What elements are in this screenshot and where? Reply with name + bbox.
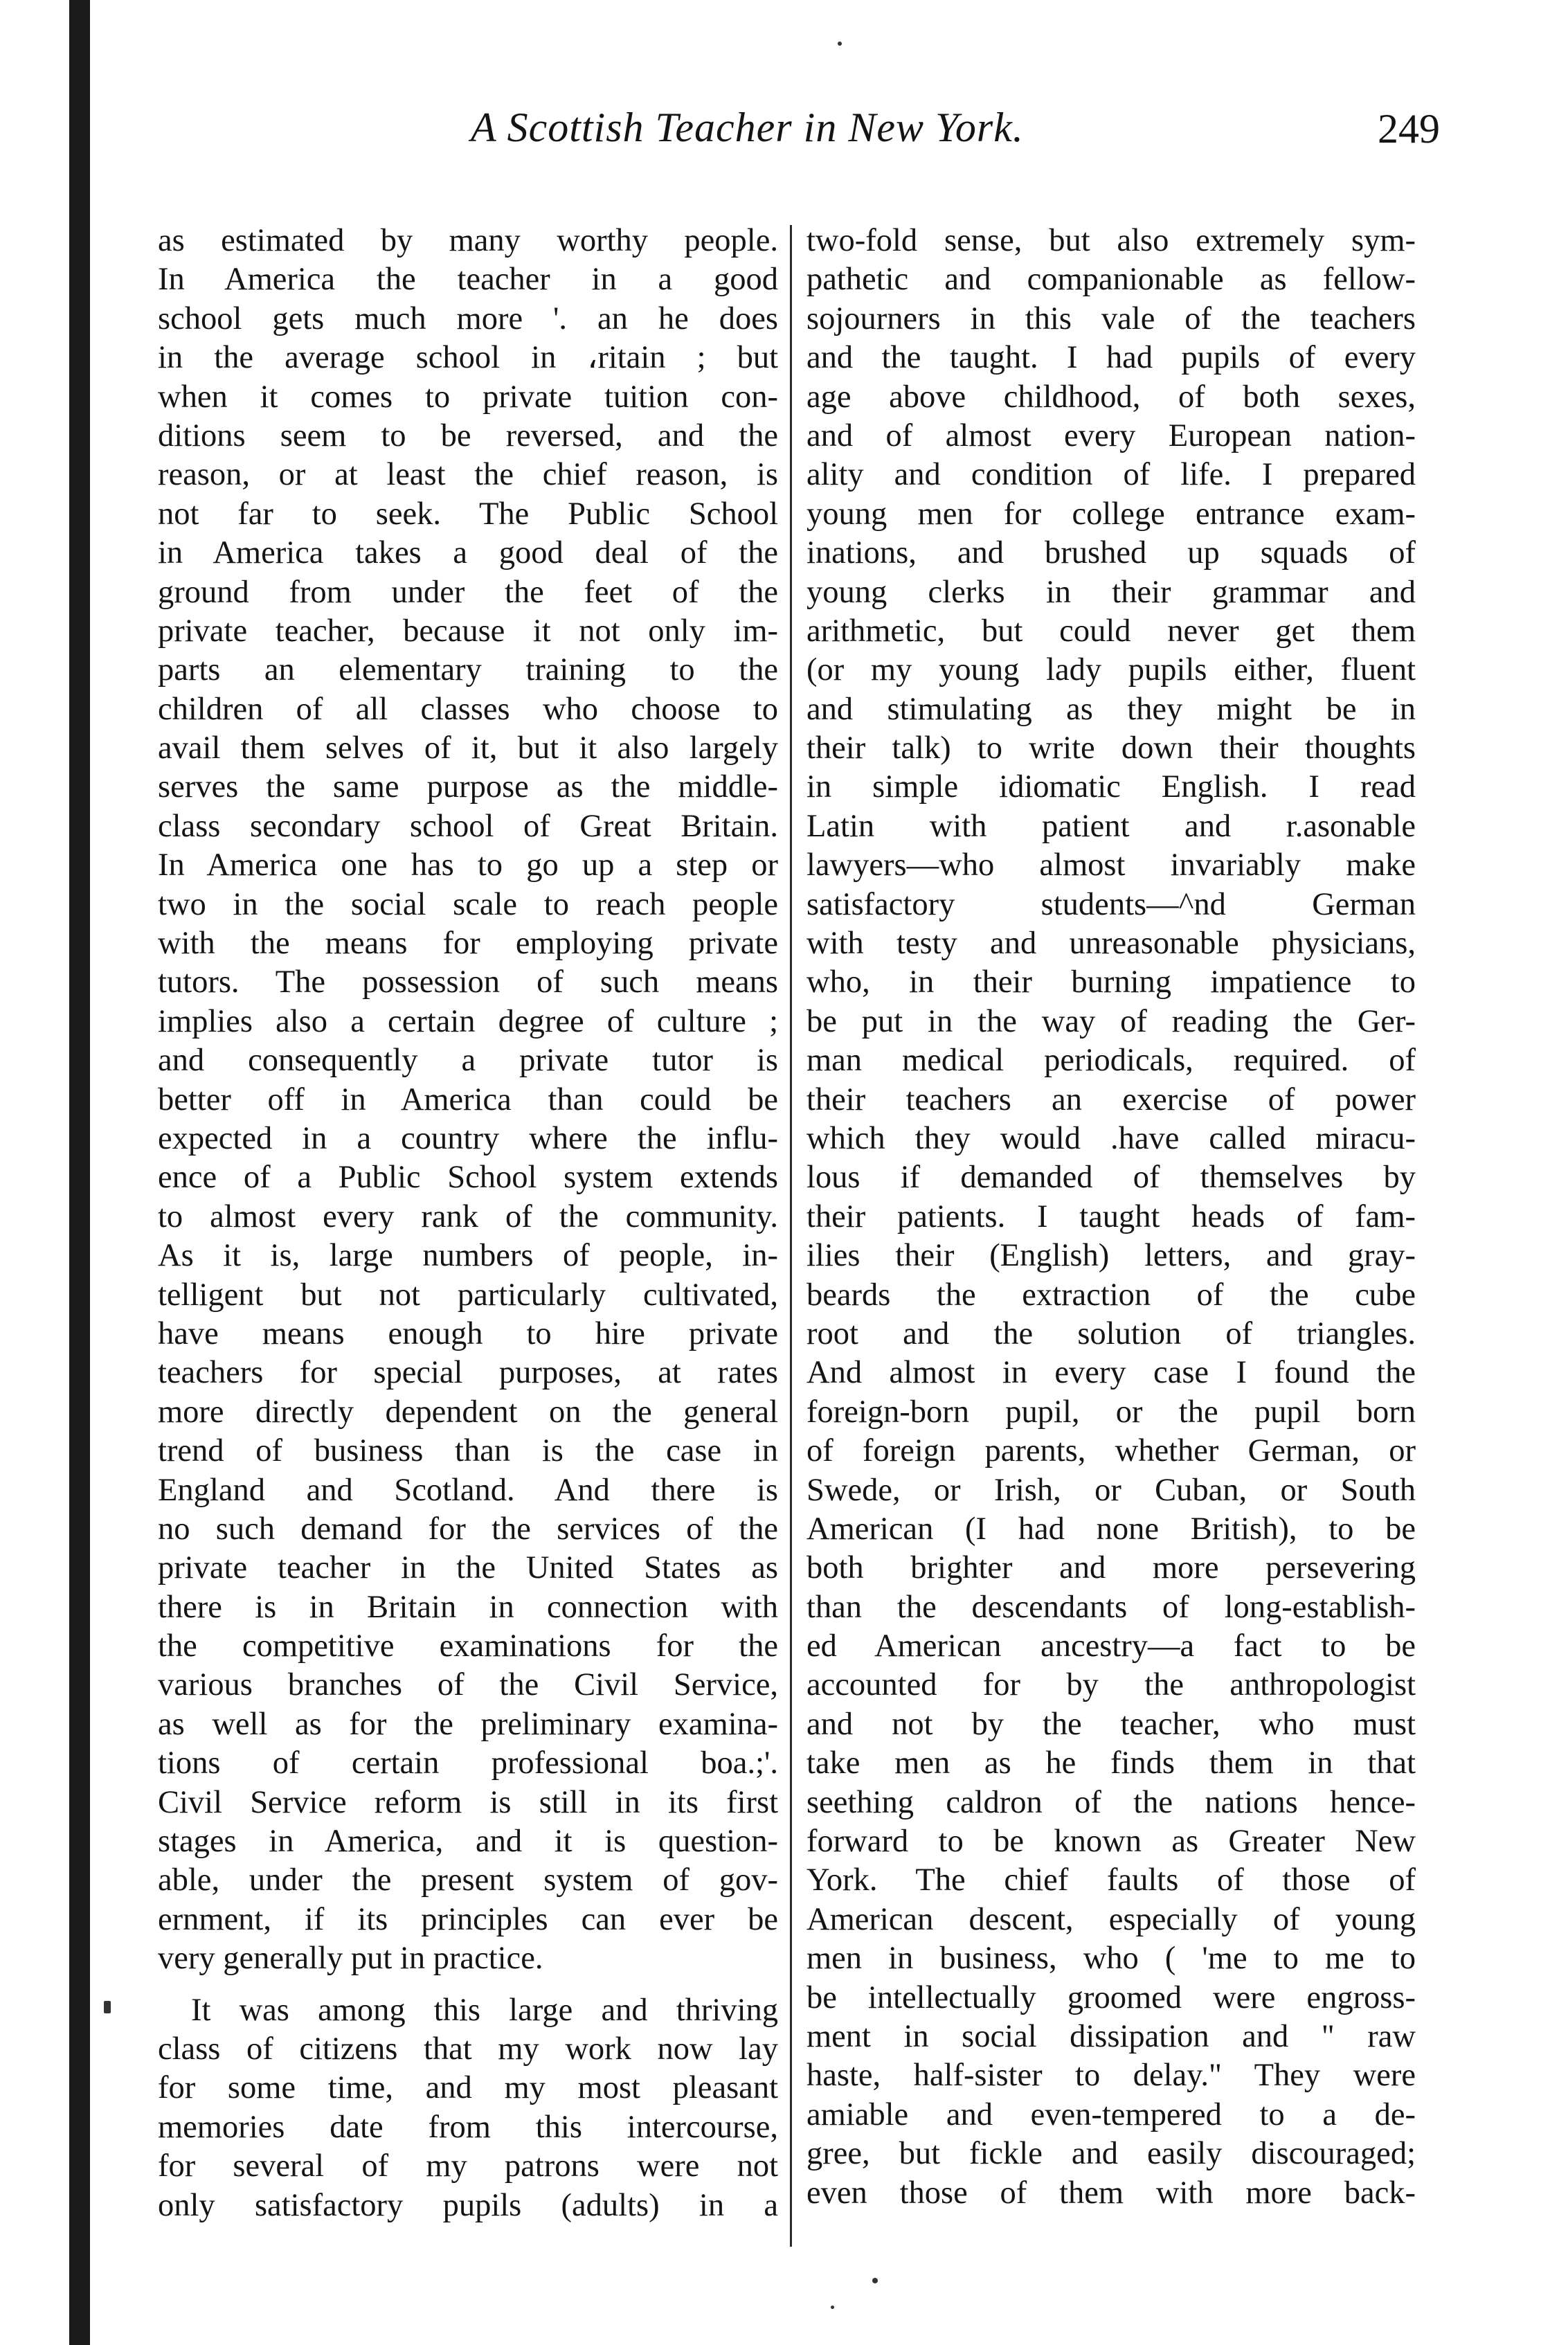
text-line: as well as for the preliminary examina- xyxy=(158,1706,778,1742)
text-line: which they would .have called miracu- xyxy=(806,1120,1416,1156)
text-line: their talk) to write down their thoughts xyxy=(806,730,1416,766)
text-line: man medical periodicals, required. of xyxy=(806,1043,1416,1079)
text-line: ality and condition of life. I prepared xyxy=(806,457,1416,493)
text-line: there is in Britain in connection with xyxy=(158,1589,778,1625)
text-line: class of citizens that my work now lay xyxy=(158,2031,778,2067)
text-line: able, under the present system of gov- xyxy=(158,1862,778,1898)
text-line: of foreign parents, whether German, or xyxy=(806,1433,1416,1469)
text-line: ernment, if its principles can ever be xyxy=(158,1901,778,1937)
text-line: with the means for employing private xyxy=(158,926,778,962)
text-line: tutors. The possession of such means xyxy=(158,964,778,1000)
text-line: gree, but fickle and easily discouraged; xyxy=(806,2136,1416,2172)
text-line: children of all classes who choose to xyxy=(158,691,778,727)
text-line: In America the teacher in a good xyxy=(158,262,778,298)
text-line: when it comes to private tuition con- xyxy=(158,379,778,415)
text-line: and stimulating as they might be in xyxy=(806,691,1416,727)
text-line: American descent, especially of young xyxy=(806,1901,1416,1937)
paper-speck xyxy=(104,2001,111,2013)
text-line: who, in their burning impatience to xyxy=(806,964,1416,1000)
text-line: with testy and unreasonable physicians, xyxy=(806,926,1416,962)
running-title: A Scottish Teacher in New York. xyxy=(471,105,1024,150)
text-line: various branches of the Civil Service, xyxy=(158,1667,778,1703)
text-line: ed American ancestry—a fact to be xyxy=(806,1628,1416,1664)
text-line: class secondary school of Great Britain. xyxy=(158,808,778,844)
text-line: their teachers an exercise of power xyxy=(806,1081,1416,1117)
text-line: Civil Service reform is still in its first xyxy=(158,1784,778,1820)
text-line: lous if demanded of themselves by xyxy=(806,1160,1416,1196)
text-line: as estimated by many worthy people. xyxy=(158,223,778,258)
text-line: ment in social dissipation and " raw xyxy=(806,2018,1416,2054)
page-number: 249 xyxy=(1378,106,1440,152)
text-line: be intellectually groomed were engross- xyxy=(806,1979,1416,2015)
text-line: two-fold sense, but also extremely sym- xyxy=(806,223,1416,258)
text-line: very generally put in practice. xyxy=(158,1941,543,1977)
text-line: lawyers—who almost invariably make xyxy=(806,847,1416,883)
text-line: stages in America, and it is question- xyxy=(158,1824,778,1860)
text-line: telligent but not particularly cultivated, xyxy=(158,1277,778,1313)
text-line: expected in a country where the influ- xyxy=(158,1120,778,1156)
text-line: (or my young lady pupils either, fluent xyxy=(806,652,1416,688)
text-line: parts an elementary training to the xyxy=(158,652,778,688)
text-line: And almost in every case I found the xyxy=(806,1355,1416,1391)
text-line: be put in the way of reading the Ger- xyxy=(806,1003,1416,1039)
text-line: In America one has to go up a step or xyxy=(158,847,778,883)
text-line: England and Scotland. And there is xyxy=(158,1472,778,1508)
text-line: for several of my patrons were not xyxy=(158,2148,778,2184)
text-line: men in business, who ( 'me to me to xyxy=(806,1941,1416,1977)
text-line: for some time, and my most pleasant xyxy=(158,2070,778,2106)
text-line: in America takes a good deal of the xyxy=(158,535,778,571)
text-line: to almost every rank of the community. xyxy=(158,1198,778,1234)
text-line: beards the extraction of the cube xyxy=(806,1277,1416,1313)
text-line: in the average school in ،ritain ; but xyxy=(158,340,778,376)
text-line: trend of business than is the case in xyxy=(158,1433,778,1469)
text-line: even those of them with more back- xyxy=(806,2175,1416,2211)
text-line: root and the solution of triangles. xyxy=(806,1315,1416,1351)
text-line: and consequently a private tutor is xyxy=(158,1043,778,1079)
text-line: in simple idiomatic English. I read xyxy=(806,769,1416,805)
text-line: serves the same purpose as the middle- xyxy=(158,769,778,805)
text-line: reason, or at least the chief reason, is xyxy=(158,457,778,493)
text-line: haste, half-sister to delay." They were xyxy=(806,2058,1416,2094)
text-line: ilies their (English) letters, and gray- xyxy=(806,1238,1416,1274)
text-line: It was among this large and thriving xyxy=(191,1992,778,2028)
text-line: amiable and even-tempered to a de- xyxy=(806,2096,1416,2132)
text-line: sojourners in this vale of the teachers xyxy=(806,300,1416,336)
left-text-column xyxy=(158,222,778,2225)
text-line: private teacher in the United States as xyxy=(158,1550,778,1586)
paper-speck xyxy=(838,42,842,46)
text-line: Swede, or Irish, or Cuban, or South xyxy=(806,1472,1416,1508)
text-line: accounted for by the anthropologist xyxy=(806,1667,1416,1703)
text-line: and the taught. I had pupils of every xyxy=(806,340,1416,376)
text-line: pathetic and companionable as fellow- xyxy=(806,262,1416,298)
text-line: As it is, large numbers of people, in- xyxy=(158,1238,778,1274)
text-line: not far to seek. The Public School xyxy=(158,496,778,532)
text-line: their patients. I taught heads of fam- xyxy=(806,1198,1416,1234)
text-line: arithmetic, but could never get them xyxy=(806,613,1416,649)
paragraph-gap xyxy=(158,1979,778,1991)
text-line: school gets much more '. an he does xyxy=(158,300,778,336)
text-line: than the descendants of long-establish- xyxy=(806,1589,1416,1625)
text-line: ence of a Public School system extends xyxy=(158,1160,778,1196)
scan-binding-edge xyxy=(69,0,90,2345)
text-line: private teacher, because it not only im- xyxy=(158,613,778,649)
text-line: take men as he finds them in that xyxy=(806,1745,1416,1781)
text-line: more directly dependent on the general xyxy=(158,1394,778,1430)
text-line: young men for college entrance exam- xyxy=(806,496,1416,532)
paper-speck xyxy=(872,2278,878,2283)
text-line: foreign-born pupil, or the pupil born xyxy=(806,1394,1416,1430)
text-line: forward to be known as Greater New xyxy=(806,1824,1416,1860)
text-line: the competitive examinations for the xyxy=(158,1628,778,1664)
text-line: and of almost every European nation- xyxy=(806,417,1416,453)
text-line: Latin with patient and r.asonable xyxy=(806,808,1416,844)
text-line: satisfactory students—^nd German xyxy=(806,886,1416,922)
text-line: ground from under the feet of the xyxy=(158,574,778,610)
text-line: inations, and brushed up squads of xyxy=(806,535,1416,571)
text-line: American (I had none British), to be xyxy=(806,1511,1416,1547)
text-line: young clerks in their grammar and xyxy=(806,574,1416,610)
column-divider xyxy=(790,225,792,2247)
text-line: better off in America than could be xyxy=(158,1081,778,1117)
text-line: ditions seem to be reversed, and the xyxy=(158,417,778,453)
text-line: teachers for special purposes, at rates xyxy=(158,1355,778,1391)
text-line: York. The chief faults of those of xyxy=(806,1862,1416,1898)
paper-speck xyxy=(831,2306,834,2309)
text-line: two in the social scale to reach people xyxy=(158,886,778,922)
text-line: no such demand for the services of the xyxy=(158,1511,778,1547)
text-line: both brighter and more persevering xyxy=(806,1550,1416,1586)
right-text-column xyxy=(806,222,1416,2213)
text-line: seething caldron of the nations hence- xyxy=(806,1784,1416,1820)
text-line: age above childhood, of both sexes, xyxy=(806,379,1416,415)
text-line: implies also a certain degree of culture ; xyxy=(158,1003,778,1039)
text-line: tions of certain professional boa.;'. xyxy=(158,1745,778,1781)
text-line: only satisfactory pupils (adults) in a xyxy=(158,2187,778,2223)
text-line: avail them selves of it, but it also largely xyxy=(158,730,778,766)
text-line: have means enough to hire private xyxy=(158,1315,778,1351)
page-header xyxy=(471,104,1440,187)
text-line: memories date from this intercourse, xyxy=(158,2109,778,2145)
text-line: and not by the teacher, who must xyxy=(806,1706,1416,1742)
